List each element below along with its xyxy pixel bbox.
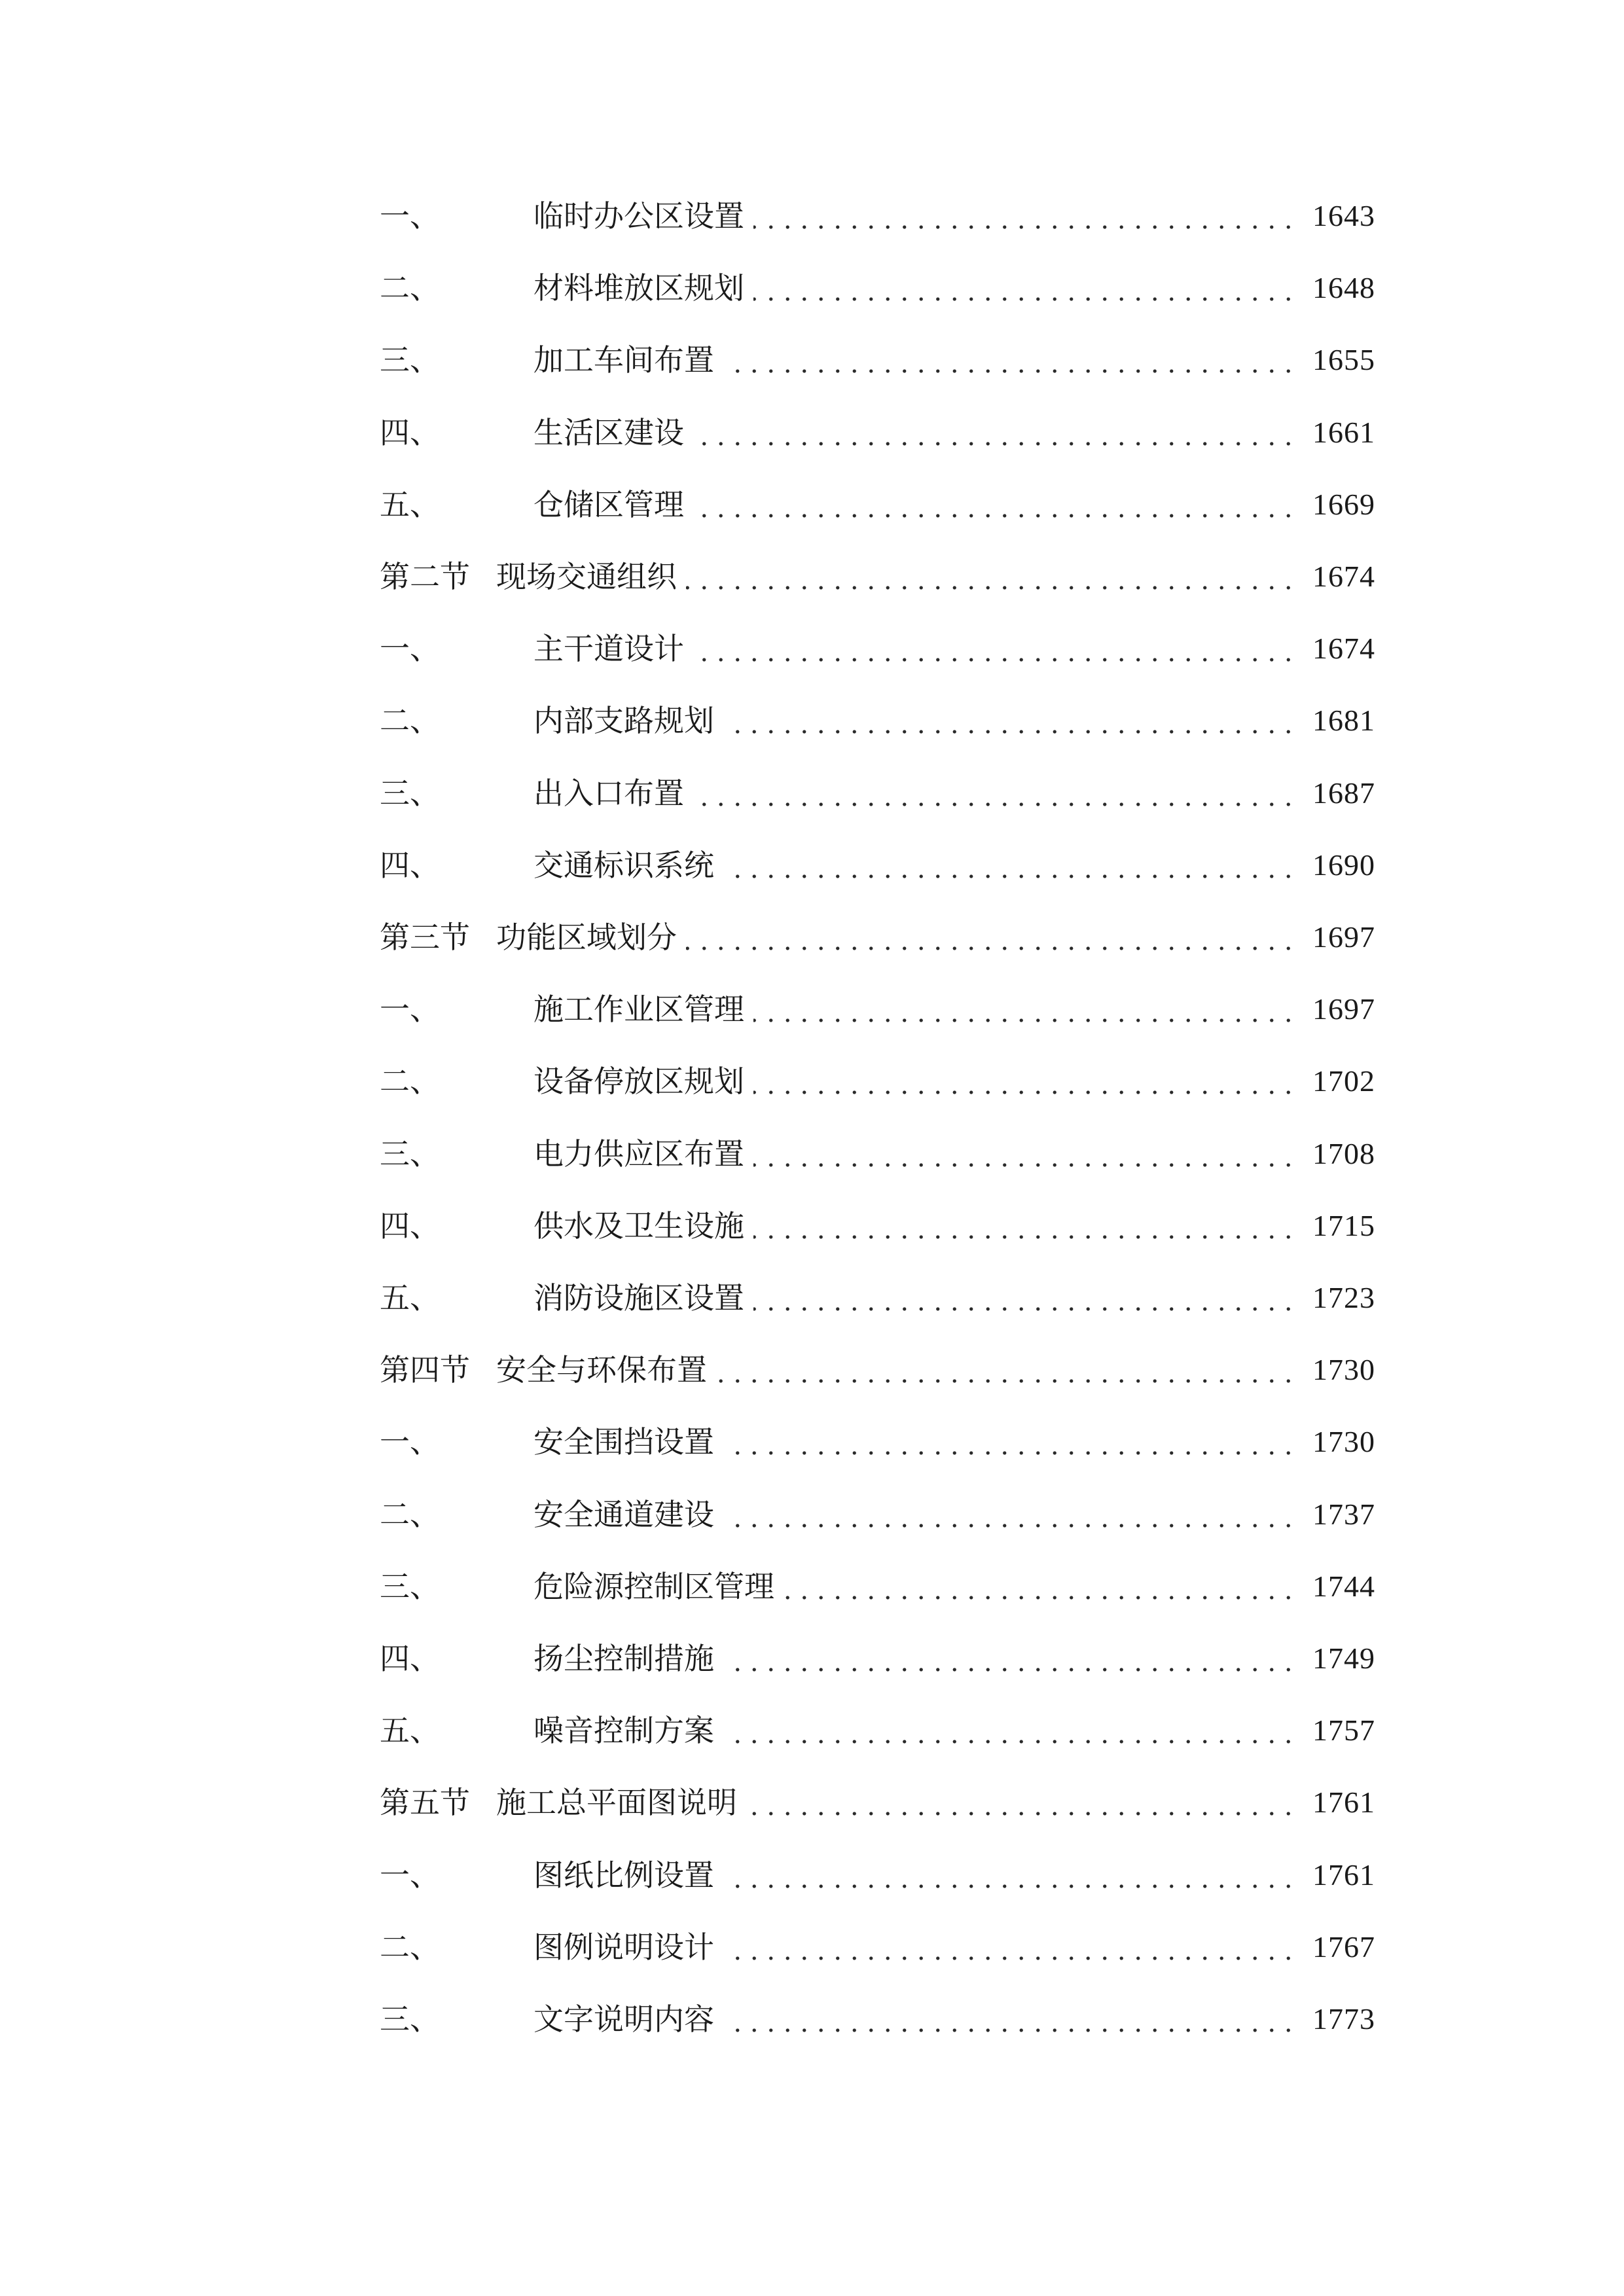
toc-entry-page-number: 1715 [1312, 1208, 1375, 1242]
toc-entry-marker: 四、 [380, 847, 440, 883]
toc-dot-leader [693, 802, 1297, 806]
toc-dot-leader [723, 730, 1297, 734]
toc-entry-page-number: 1737 [1312, 1497, 1375, 1531]
toc-subsection-entry[interactable] [0, 762, 1624, 825]
toc-dot-leader [753, 297, 1297, 301]
toc-entry-page-number: 1690 [1312, 848, 1375, 882]
toc-entry-page-number: 1674 [1312, 632, 1375, 666]
toc-entry-title: 内部支路规划 [533, 703, 714, 739]
toc-subsection-entry[interactable] [0, 1555, 1624, 1618]
toc-dot-leader [753, 1018, 1297, 1022]
toc-entry-title: 文字说明内容 [533, 2001, 714, 2037]
toc-subsection-entry[interactable] [0, 1627, 1624, 1690]
toc-dot-leader [784, 1596, 1297, 1600]
toc-dot-leader [723, 1451, 1297, 1455]
toc-entry-page-number: 1730 [1312, 1353, 1375, 1387]
toc-entry-page-number: 1708 [1312, 1136, 1375, 1170]
toc-dot-leader [753, 1090, 1297, 1094]
toc-entry-marker: 第五节 [380, 1785, 470, 1821]
toc-entry-page-number: 1661 [1312, 415, 1375, 449]
toc-entry-title: 设备停放区规划 [533, 1064, 744, 1100]
toc-entry-title: 电力供应区布置 [533, 1136, 744, 1172]
toc-entry-page-number: 1767 [1312, 1929, 1375, 1964]
toc-section-entry[interactable] [0, 906, 1624, 969]
toc-dot-leader [753, 1307, 1297, 1311]
toc-subsection-entry[interactable] [0, 257, 1624, 319]
toc-subsection-entry[interactable] [0, 329, 1624, 391]
toc-entry-title: 噪音控制方案 [533, 1713, 714, 1749]
toc-entry-marker: 三、 [380, 1568, 440, 1604]
toc-dot-leader [716, 1379, 1297, 1383]
toc-entry-page-number: 1669 [1312, 487, 1375, 521]
toc-entry-page-number: 1655 [1312, 343, 1375, 377]
toc-entry-title: 生活区建设 [533, 414, 684, 450]
toc-dot-leader [723, 1668, 1297, 1672]
toc-entry-title: 功能区域划分 [496, 920, 677, 955]
toc-subsection-entry[interactable] [0, 834, 1624, 897]
toc-entry-title: 出入口布置 [533, 775, 684, 811]
toc-entry-page-number: 1761 [1312, 1857, 1375, 1892]
toc-entry-marker: 一、 [380, 1424, 440, 1460]
toc-dot-leader [693, 442, 1297, 446]
toc-dot-leader [723, 1740, 1297, 1744]
toc-entry-marker: 五、 [380, 1713, 440, 1749]
toc-subsection-entry[interactable] [0, 1122, 1624, 1185]
toc-entry-marker: 二、 [380, 1064, 440, 1100]
toc-entry-marker: 四、 [380, 1641, 440, 1676]
toc-section-entry[interactable] [0, 545, 1624, 608]
toc-entry-title: 施工作业区管理 [533, 992, 744, 1028]
toc-section-entry[interactable] [0, 1771, 1624, 1834]
toc-subsection-entry[interactable] [0, 1194, 1624, 1257]
toc-entry-title: 图例说明设计 [533, 1929, 714, 1965]
toc-entry-title: 图纸比例设置 [533, 1857, 714, 1893]
toc-entry-title: 扬尘控制措施 [533, 1641, 714, 1676]
toc-entry-page-number: 1723 [1312, 1281, 1375, 1314]
toc-entry-title: 施工总平面图说明 [496, 1785, 737, 1821]
toc-subsection-entry[interactable] [0, 1266, 1624, 1329]
toc-entry-page-number: 1681 [1312, 704, 1375, 738]
toc-subsection-entry[interactable] [0, 978, 1624, 1041]
toc-subsection-entry[interactable] [0, 617, 1624, 680]
toc-entry-page-number: 1749 [1312, 1641, 1375, 1675]
toc-entry-title: 供水及卫生设施 [533, 1208, 744, 1244]
toc-entry-marker: 二、 [380, 270, 440, 306]
toc-entry-title: 加工车间布置 [533, 342, 714, 378]
toc-dot-leader [723, 1524, 1297, 1528]
toc-entry-marker: 二、 [380, 1496, 440, 1532]
toc-entry-title: 危险源控制区管理 [533, 1568, 774, 1604]
toc-subsection-entry[interactable] [0, 185, 1624, 247]
toc-entry-page-number: 1730 [1312, 1425, 1375, 1459]
toc-subsection-entry[interactable] [0, 689, 1624, 752]
toc-subsection-entry[interactable] [0, 1699, 1624, 1762]
toc-subsection-entry[interactable] [0, 1050, 1624, 1113]
toc-entry-title: 安全通道建设 [533, 1496, 714, 1532]
toc-entry-marker: 二、 [380, 703, 440, 739]
toc-entry-page-number: 1697 [1312, 992, 1375, 1026]
toc-entry-marker: 五、 [380, 1280, 440, 1316]
toc-entry-marker: 一、 [380, 631, 440, 667]
toc-entry-page-number: 1687 [1312, 776, 1375, 810]
toc-entry-page-number: 1697 [1312, 920, 1375, 954]
toc-entry-marker: 第二节 [380, 559, 470, 594]
toc-entry-marker: 一、 [380, 198, 440, 234]
toc-entry-page-number: 1643 [1312, 199, 1375, 232]
toc-dot-leader [686, 946, 1297, 950]
toc-dot-leader [693, 514, 1297, 518]
toc-subsection-entry[interactable] [0, 1410, 1624, 1473]
toc-dot-leader [723, 369, 1297, 373]
toc-entry-title: 交通标识系统 [533, 847, 714, 883]
toc-dot-leader [753, 1235, 1297, 1239]
toc-dot-leader [723, 874, 1297, 878]
toc-section-entry[interactable] [0, 1338, 1624, 1401]
toc-entry-title: 临时办公区设置 [533, 198, 744, 234]
toc-dot-leader [693, 658, 1297, 662]
toc-entry-title: 消防设施区设置 [533, 1280, 744, 1316]
toc-dot-leader [686, 586, 1297, 590]
toc-entry-page-number: 1674 [1312, 560, 1375, 593]
toc-entry-marker: 一、 [380, 992, 440, 1028]
toc-entry-title: 安全围挡设置 [533, 1424, 714, 1460]
toc-entry-title: 主干道设计 [533, 631, 684, 667]
toc-entry-page-number: 1702 [1312, 1064, 1375, 1098]
toc-entry-marker: 五、 [380, 486, 440, 522]
toc-entry-page-number: 1773 [1312, 2002, 1375, 2036]
toc-subsection-entry[interactable] [0, 1844, 1624, 1907]
toc-dot-leader [753, 225, 1297, 229]
toc-entry-marker: 二、 [380, 1929, 440, 1965]
toc-entry-marker: 三、 [380, 1136, 440, 1172]
toc-entry-page-number: 1761 [1312, 1785, 1375, 1820]
toc-subsection-entry[interactable] [0, 1988, 1624, 2051]
toc-entry-marker: 三、 [380, 2001, 440, 2037]
toc-entry-marker: 第三节 [380, 920, 470, 955]
toc-entry-title: 安全与环保布置 [496, 1352, 707, 1388]
toc-entry-title: 仓储区管理 [533, 486, 684, 522]
toc-entry-marker: 四、 [380, 414, 440, 450]
toc-subsection-entry[interactable] [0, 401, 1624, 464]
toc-entry-page-number: 1757 [1312, 1713, 1375, 1748]
toc-subsection-entry[interactable] [0, 473, 1624, 536]
toc-entry-page-number: 1744 [1312, 1569, 1375, 1603]
toc-dot-leader [723, 1884, 1297, 1888]
toc-entry-title: 现场交通组织 [496, 559, 677, 594]
toc-entry-marker: 三、 [380, 342, 440, 378]
toc-entry-marker: 一、 [380, 1857, 440, 1893]
toc-dot-leader [723, 1956, 1297, 1960]
toc-entry-marker: 三、 [380, 775, 440, 811]
toc-dot-leader [723, 2028, 1297, 2032]
toc-entry-marker: 第四节 [380, 1352, 470, 1388]
toc-dot-leader [753, 1163, 1297, 1167]
toc-entry-marker: 四、 [380, 1208, 440, 1244]
toc-dot-leader [746, 1812, 1297, 1816]
toc-subsection-entry[interactable] [0, 1916, 1624, 1979]
toc-entry-title: 材料堆放区规划 [533, 270, 744, 306]
toc-subsection-entry[interactable] [0, 1483, 1624, 1546]
toc-entry-page-number: 1648 [1312, 271, 1375, 305]
